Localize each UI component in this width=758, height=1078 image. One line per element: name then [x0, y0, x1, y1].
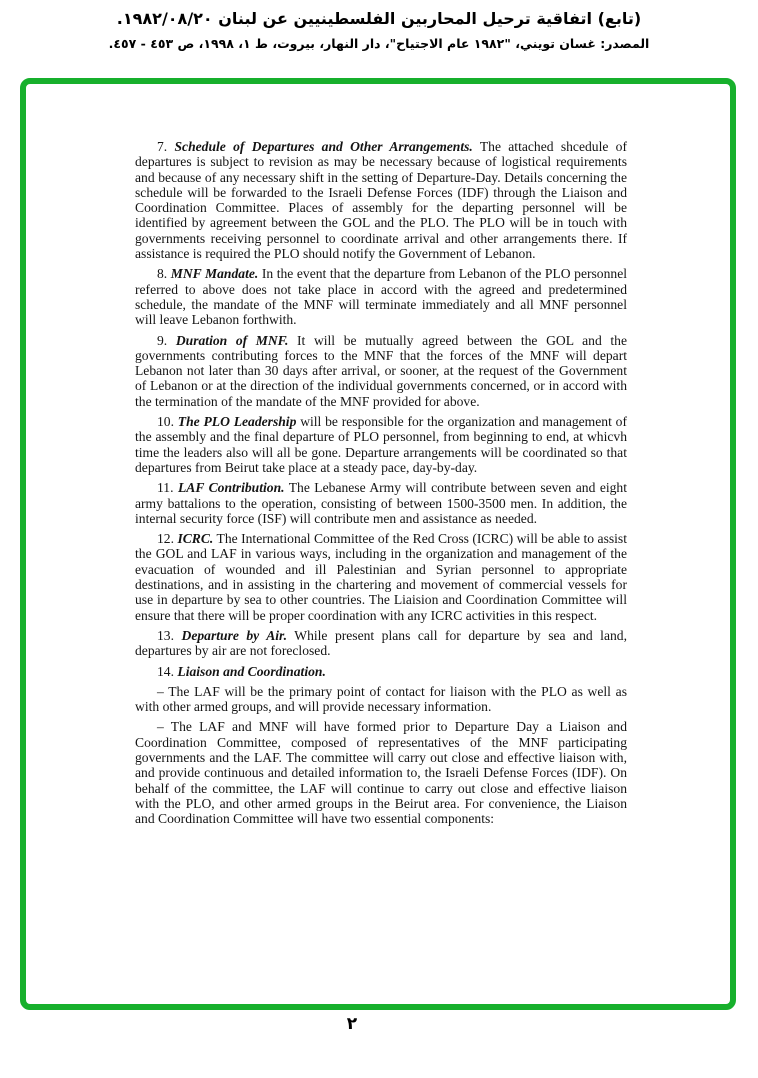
bullet-item-liaison-committee	[135, 719, 627, 826]
paragraph-title: LAF Contribution.	[177, 480, 285, 496]
arabic-header	[0, 6, 758, 56]
paragraph-text: It will be mutually agreed between the GOL and the governments contributing forces to the MNF that the forces of the MNF will depart Lebanon not later than 30 days after arrival, or sooner, at the request of the Government of Lebanon or at the direction of the individual governments concerned, or in accord with the termination of the mandate of the MNF provided for above.	[135, 332, 627, 409]
paragraph-title: MNF Mandate.	[170, 266, 259, 282]
paragraph-number: 11.	[157, 480, 174, 496]
paragraph-text: The International Committee of the Red Cross (ICRC) will be able to assist the GOL and LAF in various ways, including in the organization and management of the evacuation of wounded and ill Palestinian and Syrian personnel to appropriate destinations, and in assisting in the chartering and movement of commercial vessels for use in departure by sea to other countries. The Liaision and Coordination Committee will ensure that there will be proper coordination with any ICRC activities in this respect.	[135, 531, 627, 623]
paragraph-10	[135, 414, 627, 475]
document-title-arabic: (تابع) اتفاقية ترحيل المحاربين الفلسطينيين عن لبنان ١٩٨٢/٠٨/٢٠.	[116, 9, 642, 28]
bullet-item-laf-contact	[135, 684, 627, 715]
paragraph-9	[135, 333, 627, 409]
paragraph-title: Duration of MNF.	[175, 332, 289, 348]
paragraph-title: ICRC.	[177, 531, 214, 547]
document-body	[135, 139, 627, 831]
page-number: ٢	[346, 1014, 358, 1034]
paragraph-number: 9.	[157, 332, 168, 348]
paragraph-number: 14.	[157, 663, 174, 679]
paragraph-7	[135, 139, 627, 261]
paragraph-text: will be responsible for the organization and management of the assembly and the final departure of PLO personnel, from beginning to end, at whicvh time the leaders also will all be gone. Departure arrangements will be coordinated so that departures from Beirut take place at a steady pace, day-by-day.	[135, 414, 627, 475]
paragraph-number: 7.	[157, 139, 168, 154]
paragraph-text: The attached shcedule of departures is subject to revision as may be necessary because of logistical requirements and because of any necessary shift in the setting of Departure-Day. Details concerning the schedule will be forwarded to the Israeli Defense Forces (IDF) through the Liaison and Coordination Committee. Places of assembly for the departing personnel will be identified by agreement between the GOL and the PLO. The PLO will be in touch with governments receiving personnel to coordinate arrival and other arrangements there. If assistance is required the PLO should notify the Government of Lebanon.	[135, 139, 627, 262]
paragraph-number: 8.	[157, 266, 168, 282]
paragraph-14	[135, 664, 627, 679]
source-citation-arabic: المصدر: غسان تويني، "١٩٨٢ عام الاجتياح"، دار النهار، بيروت، ط ١، ١٩٩٨، ص ٤٥٣ - ٤٥٧.	[108, 36, 650, 51]
bullet-text: – The LAF will be the primary point of contact for liaison with the PLO as well as with other armed groups, and will provide necessary information.	[135, 683, 627, 715]
paragraph-11	[135, 480, 627, 526]
paragraph-title: Liaison and Coordination.	[177, 663, 326, 679]
paragraph-number: 10.	[157, 414, 174, 430]
paragraph-text: While present plans call for departure by sea and land, departures by air are not foreclosed.	[135, 627, 627, 659]
paragraph-number: 13.	[157, 627, 174, 643]
paragraph-title: Schedule of Departures and Other Arrangements.	[174, 139, 473, 154]
paragraph-13	[135, 628, 627, 659]
paragraph-12	[135, 531, 627, 623]
paragraph-text: In the event that the departure from Lebanon of the PLO personnel referred to above does not take place in accord with the agreed and predetermined schedule, the mandate of the MNF will terminate immediately and all MNF personnel will leave Lebanon forthwith.	[135, 266, 628, 328]
paragraph-number: 12.	[157, 531, 174, 547]
paragraph-8	[135, 266, 627, 327]
paragraph-title: The PLO Leadership	[177, 414, 297, 430]
bullet-text: – The LAF and MNF will have formed prior to Departure Day a Liaison and Coordination Committee, composed of representatives of the MNF participating governments and the LAF. The committee will carry out close and effective liaison with, and provide continuous and detailed information to, the Israeli Defense Forces (IDF). On behalf of the committee, the LAF will continue to carry out close and effective liaison with the PLO, and other armed groups in the Beirut area. For convenience, the Liaison and Coordination Committee will have two essential components:	[135, 719, 627, 827]
paragraph-text: The Lebanese Army will contribute between seven and eight army battalions to the operation, consisting of between 1500-3500 men. In addition, the internal security force (ISF) will contribute men and assistance as needed.	[135, 480, 628, 526]
paragraph-title: Departure by Air.	[181, 627, 287, 643]
